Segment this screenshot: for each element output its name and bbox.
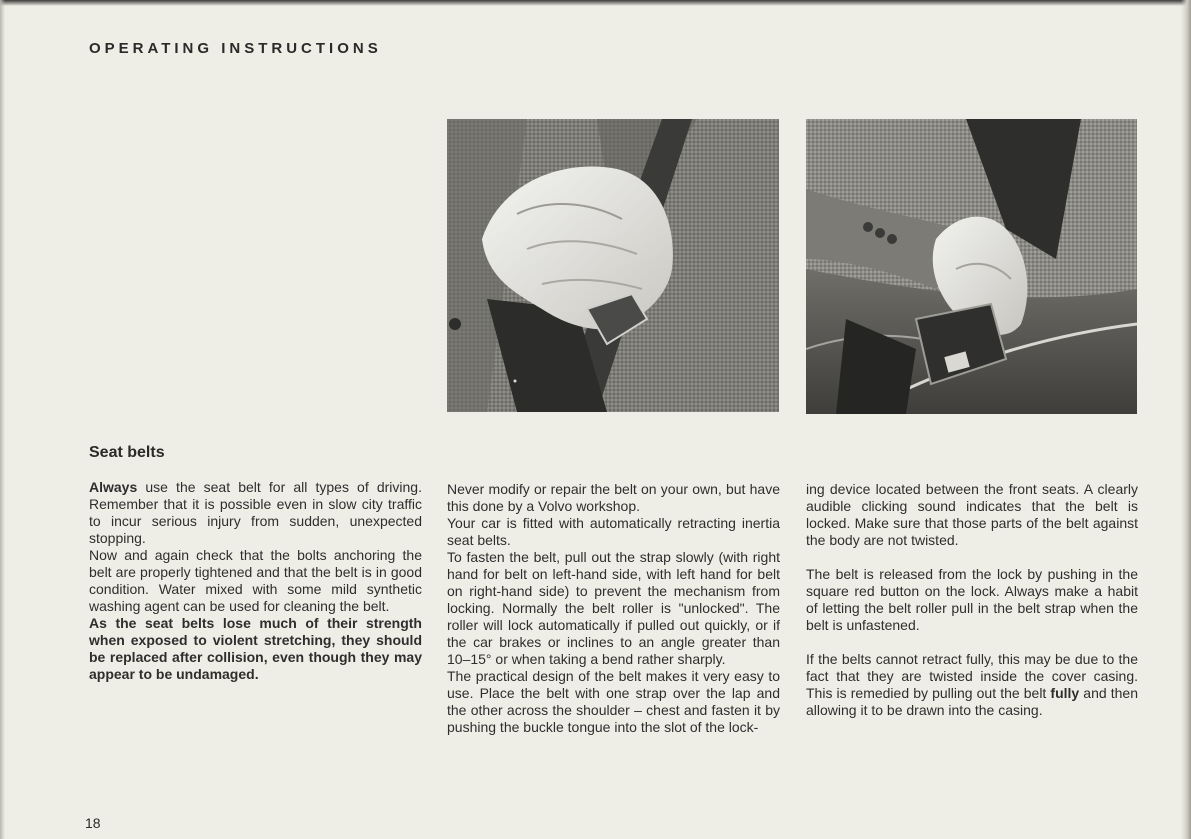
paragraph-text: and then allowing it to be drawn into the casing. — [806, 685, 1138, 718]
page-number: 18 — [85, 815, 101, 831]
seat-belt-pull-photo — [447, 119, 779, 412]
seat-belt-lock-photo — [806, 119, 1137, 414]
page-top-shadow — [0, 0, 1191, 6]
emphasis-text: fully — [1050, 685, 1080, 701]
paragraph — [89, 479, 422, 547]
paragraph: To fasten the belt, pull out the strap slowly (with right hand for belt on left-hand side, with left hand for belt on right-hand side) to prevent the mechanism from locking. Normally the belt roller is "unlocked". The roller will lock automatically if pulled out quickly, or if the car brakes or inclines to an angle greater than 10–15° or when taking a bend rather sharply. — [447, 549, 780, 667]
section-title: Seat belts — [89, 444, 165, 461]
paragraph: Now and again check that the bolts anchoring the belt are properly tightened and that the belt is in good condition. Water mixed with some mild synthetic washing agent can be used for cleaning the belt. — [89, 547, 422, 614]
paragraph: The belt is released from the lock by pushing in the square red button on the lock. Always make a habit of letting the belt roller pull in the belt strap when the belt is unfastened. — [806, 566, 1138, 633]
text-column-2 — [447, 481, 780, 736]
paragraph-text: If the belts cannot retract fully, this may be due to the fact that they are twisted inside the cover casing. This is remedied by pulling out the belt — [806, 651, 1138, 701]
text-column-3 — [806, 481, 1138, 719]
paragraph-text: use the seat belt for all types of driving. Remember that it is possible even in slow city traffic to incur serious injury from sudden, unexpected stopping. — [89, 479, 422, 546]
page-left-edge — [0, 0, 5, 839]
paragraph-gap — [806, 549, 1138, 566]
emphasis-text: Always — [89, 479, 138, 495]
paragraph: The practical design of the belt makes it very easy to use. Place the belt with one strap over the lap and the other across the shoulder – chest and fasten it by pushing the buckle tongue into the slot of the lock- — [447, 668, 780, 735]
warning-paragraph: As the seat belts lose much of their strength when exposed to violent stretching, they should be replaced after collision, even though they may appear to be undamaged. — [89, 615, 422, 682]
paragraph: Your car is fitted with automatically retracting inertia seat belts. — [447, 515, 780, 548]
paragraph — [806, 651, 1138, 719]
paragraph: Never modify or repair the belt on your own, but have this done by a Volvo workshop. — [447, 481, 780, 514]
paragraph: ing device located between the front seats. A clearly audible clicking sound indicates that the belt is locked. Make sure that those parts of the belt against the body are not twisted. — [806, 481, 1138, 548]
paragraph-gap — [806, 634, 1138, 651]
page-right-edge — [1181, 0, 1191, 839]
text-column-1 — [89, 479, 422, 683]
page-header-title: OPERATING INSTRUCTIONS — [89, 40, 382, 57]
